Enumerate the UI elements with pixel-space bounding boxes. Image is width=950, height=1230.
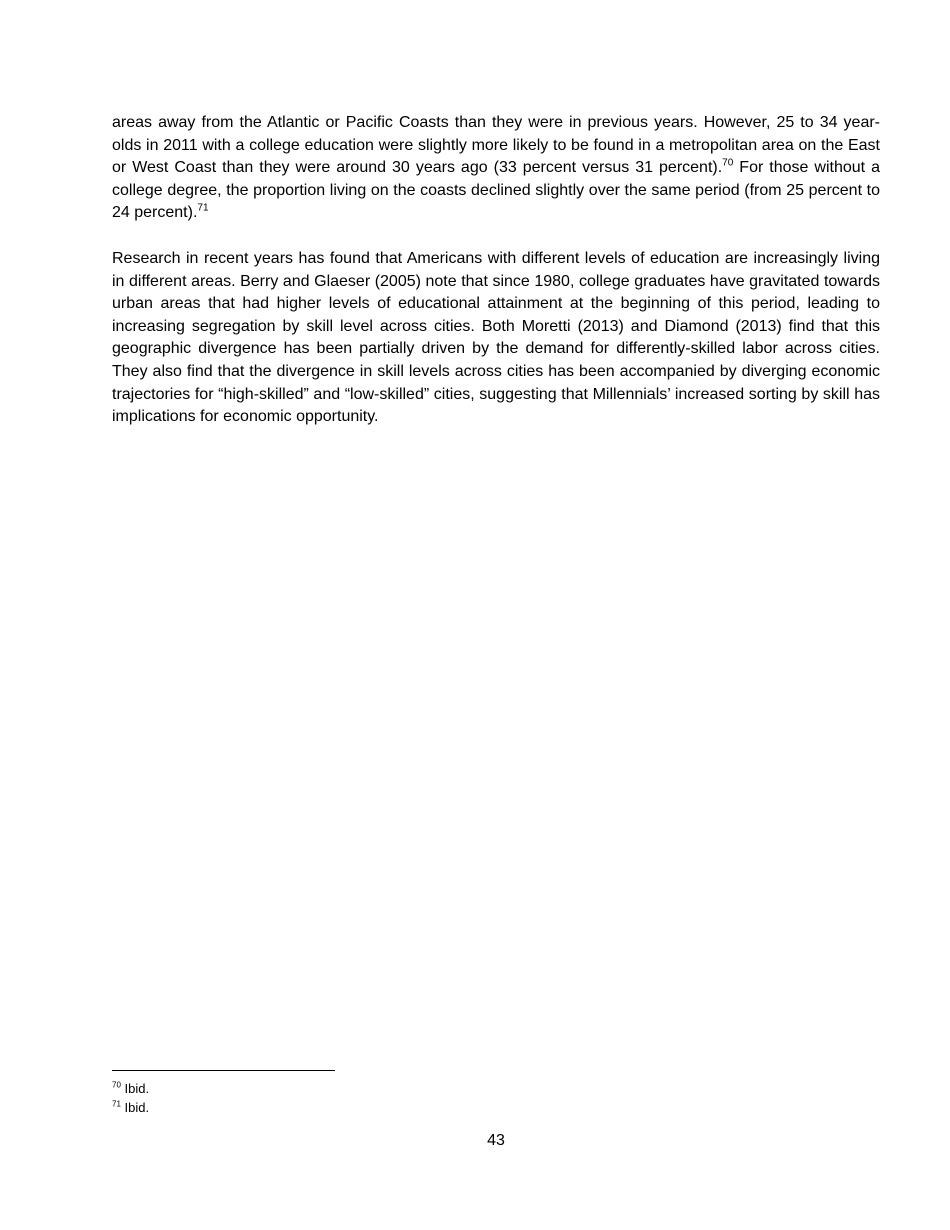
paragraph-2-text: Research in recent years has found that Americans with different levels of education are increasingly living in different areas. Berry and Glaeser (2005) note that since 1980, college graduates have gravitated towards urban areas that had higher levels of educational attainment at the beginning of this period, leading to increasing segregation by skill level across cities. Both Moretti (2013) and Diamond (2013) find that this geographic divergence has been partially driven by the demand for differently-skilled labor across cities. They also find that the divergence in skill levels across cities has been accompanied by diverging economic trajectories for “high-skilled” and “low-skilled” cities, suggesting that Millennials’ increased sorting by skill has implications for economic opportunity. (112, 250, 880, 426)
footnote-number: 71 (112, 1099, 121, 1109)
footnote-number: 70 (112, 1080, 121, 1090)
paragraph-1-continuation: For those without a college degree, the proportion living on the coasts declined slightly over the same period (from 25 percent to 24 percent). (112, 159, 881, 222)
footnote-70 (112, 1081, 149, 1097)
footnote-ref-71[interactable]: 71 (197, 203, 209, 215)
footnote-text: Ibid. (120, 1100, 150, 1115)
footnote-divider (112, 1070, 335, 1071)
page-number: 43 (487, 1132, 505, 1149)
paragraph-1-text: areas away from the Atlantic or Pacific Coasts than they were in previous years. However, 25 to 34 year-olds in 2011 with a college education were slightly more likely to be found in a metropolitan area on the East or West Coast than they were around 30 years ago (33 percent versus 31 percent). (112, 114, 880, 177)
footnote-ref-70[interactable]: 70 (722, 157, 734, 169)
body-paragraph-2 (112, 248, 880, 429)
footnote-71 (112, 1100, 149, 1116)
footnote-text: Ibid. (120, 1081, 150, 1096)
body-paragraph-1 (112, 112, 880, 225)
